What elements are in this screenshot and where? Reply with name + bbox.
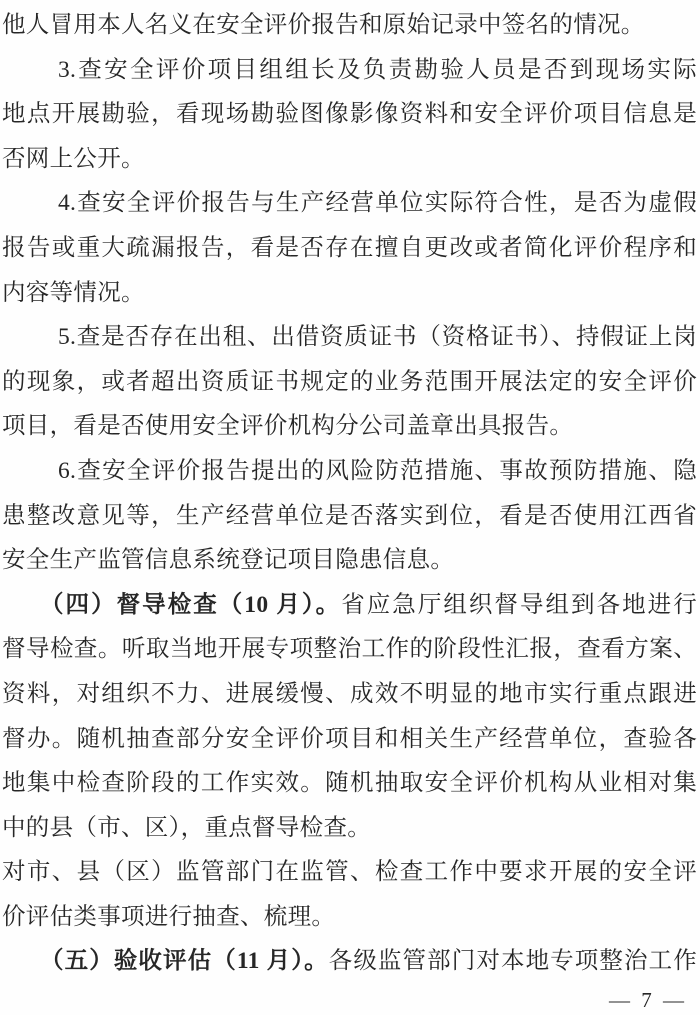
text-line bbox=[2, 137, 697, 182]
line-text: 项目，看是否使用安全评价机构分公司盖章出具报告。 bbox=[2, 413, 574, 440]
line-text: 各级监管部门对本地专项整治工作 bbox=[328, 948, 698, 975]
text-line bbox=[2, 226, 697, 271]
section-heading: （四）督导检查（10 月）。 bbox=[40, 591, 342, 618]
text-line bbox=[2, 538, 697, 583]
text-line bbox=[2, 583, 697, 628]
line-text: 内容等情况。 bbox=[2, 279, 145, 306]
text-line bbox=[2, 672, 697, 717]
text-line bbox=[2, 717, 697, 762]
line-text: 督办。随机抽查部分安全评价项目和相关生产经营单位，查验各 bbox=[2, 725, 697, 752]
text-line bbox=[2, 850, 697, 895]
text-line bbox=[2, 271, 697, 316]
line-text: 5.查是否存在出租、出借资质证书（资格证书）、持假证上岗 bbox=[58, 324, 697, 351]
line-text: 他人冒用本人名义在安全评价报告和原始记录中签名的情况。 bbox=[2, 12, 645, 38]
line-text: 督导检查。听取当地开展专项整治工作的阶段性汇报，查看方案、 bbox=[2, 636, 697, 663]
text-line bbox=[2, 806, 697, 851]
text-line bbox=[2, 48, 697, 93]
line-text: 地集中检查阶段的工作实效。随机抽取安全评价机构从业相对集 bbox=[2, 770, 697, 797]
line-text: 的现象，或者超出资质证书规定的业务范围开展法定的安全评价 bbox=[2, 368, 697, 395]
line-text: 报告或重大疏漏报告，看是否存在擅自更改或者简化评价程序和 bbox=[2, 234, 697, 261]
text-line bbox=[2, 360, 697, 405]
line-text: 否网上公开。 bbox=[2, 145, 145, 172]
text-line bbox=[2, 404, 697, 449]
line-text: 安全生产监管信息系统登记项目隐患信息。 bbox=[2, 547, 455, 574]
line-text: 资料，对组织不力、进展缓慢、成效不明显的地市实行重点跟进 bbox=[2, 680, 697, 707]
text-line bbox=[2, 181, 697, 226]
line-text: 6.查安全评价报告提出的风险防范措施、事故预防措施、隐 bbox=[58, 457, 697, 484]
text-line bbox=[2, 895, 697, 940]
line-text: 价评估类事项进行抽查、梳理。 bbox=[2, 903, 336, 930]
text-line bbox=[2, 939, 697, 984]
text-line bbox=[2, 761, 697, 806]
text-line bbox=[2, 449, 697, 494]
text-line bbox=[2, 3, 697, 48]
line-text: 地点开展勘验，看现场勘验图像影像资料和安全评价项目信息是 bbox=[2, 101, 697, 128]
text-line bbox=[2, 627, 697, 672]
line-text: 中的县（市、区），重点督导检查。 bbox=[2, 814, 372, 841]
section-heading: （五）验收评估（11 月）。 bbox=[40, 948, 329, 975]
text-line bbox=[2, 92, 697, 137]
line-text: 省应急厅组织督导组到各地进行 bbox=[341, 591, 698, 618]
text-line bbox=[2, 315, 697, 360]
page-number: — 7 — bbox=[609, 988, 687, 1013]
line-text: 对市、县（区）监管部门在监管、检查工作中要求开展的安全评 bbox=[2, 859, 697, 886]
line-text: 3.查安全评价项目组组长及负责勘验人员是否到现场实际 bbox=[58, 56, 697, 83]
line-text: 患整改意见等，生产经营单位是否落实到位，看是否使用江西省 bbox=[2, 502, 697, 529]
line-text: 4.查安全评价报告与生产经营单位实际符合性，是否为虚假 bbox=[58, 190, 697, 217]
text-line bbox=[2, 494, 697, 539]
